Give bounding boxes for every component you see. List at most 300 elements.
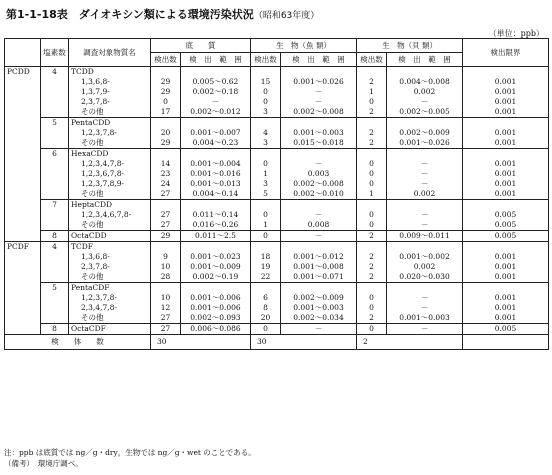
n-sub-cell [41, 77, 69, 87]
substance-cell: 1,2,3,7,8,9- [69, 179, 151, 189]
substance-cell: 1,2,3,6,7,8- [69, 169, 151, 179]
limit-cell: 0.001 [463, 252, 549, 262]
group-cell [5, 107, 41, 118]
header-fish-count: 検出数 [251, 53, 281, 67]
group-cell [5, 128, 41, 138]
substance-cell: 1,2,3,7,8- [69, 128, 151, 138]
limit-cell: 0.001 [463, 303, 549, 313]
group-cell [5, 231, 41, 242]
fish-count-cell: 18 [251, 252, 281, 262]
header-shellfish-range: 検 出 範 囲 [387, 53, 463, 67]
shellfish-count-cell: 2 [357, 252, 387, 262]
sediment-range-cell: 0.002～0.19 [181, 272, 251, 283]
limit-cell: 0.001 [463, 189, 549, 200]
table-row [5, 189, 549, 200]
shellfish-count-cell: 2 [357, 128, 387, 138]
sediment-count-cell [151, 67, 181, 78]
fish-count-cell: 0 [251, 97, 281, 107]
shellfish-count-cell [357, 200, 387, 211]
table-row [5, 293, 549, 303]
shellfish-range-cell: － [387, 159, 463, 169]
shellfish-range-cell: － [387, 169, 463, 179]
fish-range-cell: 0.001～0.071 [281, 272, 357, 283]
sediment-count-cell [151, 283, 181, 294]
shellfish-count-cell [357, 118, 387, 129]
table-row [5, 67, 549, 78]
header-fish-range: 検 出 範 囲 [281, 53, 357, 67]
group-cell [5, 118, 41, 129]
table-row [5, 97, 549, 107]
n-sub-cell: 4 [41, 242, 69, 253]
shellfish-range-cell: － [387, 293, 463, 303]
fish-range-cell: 0.002～0.010 [281, 189, 357, 200]
sediment-range-cell [181, 200, 251, 211]
limit-cell: 0.001 [463, 293, 549, 303]
group-cell [5, 313, 41, 324]
n-sub-cell [41, 189, 69, 200]
sediment-range-cell: 0.006～0.086 [181, 324, 251, 335]
substance-cell: 1,2,3,7,8- [69, 293, 151, 303]
sediment-count-cell: 10 [151, 262, 181, 272]
group-cell [5, 210, 41, 220]
shellfish-count-cell: 0 [357, 303, 387, 313]
fish-range-cell: 0.002～0.008 [281, 179, 357, 189]
shellfish-count-cell [357, 283, 387, 294]
limit-cell: 0.001 [463, 313, 549, 324]
substance-cell: その他 [69, 272, 151, 283]
group-cell [5, 252, 41, 262]
header-shellfish: 生 物（貝 類） [357, 39, 463, 53]
fish-range-cell: 0.002～0.008 [281, 107, 357, 118]
n-sub-cell [41, 159, 69, 169]
sediment-count-cell: 24 [151, 179, 181, 189]
sediment-count-cell [151, 149, 181, 160]
group-cell [5, 324, 41, 335]
n-sub-cell: 6 [41, 149, 69, 160]
sediment-count-cell: 10 [151, 293, 181, 303]
table-row [5, 324, 549, 335]
n-sub-cell [41, 107, 69, 118]
total-label: 検 体 数 [5, 335, 151, 350]
fish-range-cell [281, 200, 357, 211]
substance-cell: その他 [69, 138, 151, 149]
shellfish-range-cell: － [387, 324, 463, 335]
sediment-count-cell: 29 [151, 77, 181, 87]
fish-range-cell [281, 283, 357, 294]
substance-cell: PentaCDD [69, 118, 151, 129]
shellfish-range-cell: － [387, 210, 463, 220]
substance-cell: TCDF [69, 242, 151, 253]
shellfish-range-cell [387, 200, 463, 211]
n-sub-cell [41, 128, 69, 138]
group-cell [5, 77, 41, 87]
substance-cell: 1,3,6,8- [69, 77, 151, 87]
note-line-2: （備考） 環境庁調べ。 [4, 459, 83, 468]
table-row [5, 252, 549, 262]
n-sub-cell: 7 [41, 200, 69, 211]
group-cell [5, 149, 41, 160]
fish-range-cell: 0.015～0.018 [281, 138, 357, 149]
sediment-count-cell: 27 [151, 210, 181, 220]
limit-cell: 0.001 [463, 97, 549, 107]
fish-count-cell: 3 [251, 107, 281, 118]
table-row [5, 159, 549, 169]
header-group [5, 39, 41, 67]
sediment-count-cell: 14 [151, 159, 181, 169]
fish-count-cell: 0 [251, 87, 281, 97]
group-cell [5, 169, 41, 179]
substance-cell: その他 [69, 313, 151, 324]
shellfish-count-cell: 0 [357, 159, 387, 169]
shellfish-count-cell: 2 [357, 272, 387, 283]
fish-range-cell: 0.001～0.008 [281, 262, 357, 272]
group-cell [5, 138, 41, 149]
group-cell [5, 293, 41, 303]
fish-range-cell: 0.008 [281, 220, 357, 231]
limit-cell: 0.001 [463, 179, 549, 189]
n-sub-cell [41, 87, 69, 97]
sediment-range-cell [181, 149, 251, 160]
sediment-count-cell: 27 [151, 220, 181, 231]
shellfish-range-cell: － [387, 179, 463, 189]
fish-range-cell: 0.002～0.009 [281, 293, 357, 303]
limit-cell: 0.001 [463, 169, 549, 179]
table-row [5, 313, 549, 324]
sediment-range-cell: 0.001～0.004 [181, 159, 251, 169]
sediment-range-cell: 0.004～0.23 [181, 138, 251, 149]
shellfish-count-cell: 0 [357, 293, 387, 303]
group-cell [5, 159, 41, 169]
shellfish-range-cell: 0.004～0.008 [387, 77, 463, 87]
sediment-count-cell: 23 [151, 169, 181, 179]
limit-cell [463, 283, 549, 294]
substance-cell: OctaCDD [69, 231, 151, 242]
sediment-range-cell [181, 242, 251, 253]
fish-range-cell [281, 67, 357, 78]
fish-range-cell: 0.001～0.003 [281, 128, 357, 138]
shellfish-count-cell: 2 [357, 77, 387, 87]
shellfish-count-cell: 2 [357, 138, 387, 149]
sediment-range-cell: 0.001～0.016 [181, 169, 251, 179]
shellfish-count-cell: 0 [357, 179, 387, 189]
sediment-range-cell: 0.002～0.012 [181, 107, 251, 118]
sediment-range-cell [181, 118, 251, 129]
limit-cell [463, 242, 549, 253]
fish-range-cell [281, 118, 357, 129]
shellfish-count-cell: 1 [357, 87, 387, 97]
sediment-range-cell: 0.002～0.18 [181, 87, 251, 97]
sediment-count-cell [151, 200, 181, 211]
shellfish-range-cell: 0.001～0.026 [387, 138, 463, 149]
table-row [5, 118, 549, 129]
n-sub-cell: 8 [41, 231, 69, 242]
header-limit: 検出限界 [463, 39, 549, 67]
fish-count-cell: 0 [251, 159, 281, 169]
fish-count-cell: 0 [251, 231, 281, 242]
total-row [5, 335, 549, 350]
limit-cell: 0.005 [463, 220, 549, 231]
sediment-count-cell: 29 [151, 138, 181, 149]
shellfish-range-cell: 0.002 [387, 189, 463, 200]
table-row [5, 231, 549, 242]
table-row [5, 87, 549, 97]
substance-cell: 2,3,4,7,8- [69, 303, 151, 313]
table-row [5, 200, 549, 211]
shellfish-range-cell: 0.002 [387, 262, 463, 272]
dioxin-table [4, 38, 549, 350]
substance-cell: 1,3,7,9- [69, 87, 151, 97]
table-row [5, 179, 549, 189]
title-text: 第1-1-18表 ダイオキシン類による環境汚染状況 [6, 8, 254, 21]
shellfish-count-cell: 0 [357, 210, 387, 220]
group-cell [5, 283, 41, 294]
shellfish-range-cell: － [387, 220, 463, 231]
limit-cell: 0.001 [463, 107, 549, 118]
total-shellfish: 2 [357, 335, 463, 350]
sediment-range-cell: － [181, 97, 251, 107]
total-sediment: 30 [151, 335, 251, 350]
group-cell [5, 87, 41, 97]
sediment-count-cell: 29 [151, 231, 181, 242]
fish-count-cell [251, 67, 281, 78]
shellfish-range-cell [387, 149, 463, 160]
fish-count-cell [251, 283, 281, 294]
group-cell [5, 303, 41, 313]
fish-range-cell: 0.001～0.026 [281, 77, 357, 87]
shellfish-count-cell: 0 [357, 220, 387, 231]
fish-count-cell [251, 149, 281, 160]
limit-cell [463, 149, 549, 160]
shellfish-range-cell: 0.001～0.003 [387, 313, 463, 324]
substance-cell: OctaCDF [69, 324, 151, 335]
header-fish: 生 物（魚 類） [251, 39, 357, 53]
limit-cell: 0.005 [463, 324, 549, 335]
n-sub-cell [41, 220, 69, 231]
shellfish-range-cell [387, 242, 463, 253]
fish-range-cell: － [281, 87, 357, 97]
fish-count-cell: 22 [251, 272, 281, 283]
n-sub-cell [41, 272, 69, 283]
fish-count-cell: 20 [251, 313, 281, 324]
n-sub-cell [41, 262, 69, 272]
limit-cell: 0.001 [463, 262, 549, 272]
sediment-range-cell: 0.001～0.007 [181, 128, 251, 138]
header-sediment-count: 検出数 [151, 53, 181, 67]
n-sub-cell [41, 303, 69, 313]
limit-cell [463, 118, 549, 129]
fish-count-cell: 15 [251, 77, 281, 87]
header-sediment-range: 検 出 範 囲 [181, 53, 251, 67]
shellfish-count-cell: 2 [357, 107, 387, 118]
table-row [5, 107, 549, 118]
group-cell [5, 220, 41, 231]
substance-cell: PentaCDF [69, 283, 151, 294]
limit-cell: 0.001 [463, 159, 549, 169]
header-n-sub: 塩素数 [41, 39, 69, 67]
sediment-count-cell [151, 118, 181, 129]
note-line-1: 注：ppb は底質では ng／g・dry，生物では ng／g・wet のことである。 [4, 448, 256, 457]
shellfish-range-cell: 0.001～0.002 [387, 252, 463, 262]
table-body [5, 67, 549, 335]
n-sub-cell [41, 210, 69, 220]
sediment-count-cell [151, 242, 181, 253]
fish-count-cell [251, 200, 281, 211]
table-row [5, 283, 549, 294]
substance-cell: HexaCDD [69, 149, 151, 160]
fish-range-cell: － [281, 97, 357, 107]
limit-cell: 0.001 [463, 87, 549, 97]
shellfish-count-cell: 0 [357, 324, 387, 335]
fish-range-cell: 0.002～0.034 [281, 313, 357, 324]
group-cell: PCDF [5, 242, 41, 253]
fish-count-cell: 19 [251, 262, 281, 272]
shellfish-range-cell: 0.002 [387, 87, 463, 97]
limit-cell: 0.001 [463, 138, 549, 149]
n-sub-cell [41, 293, 69, 303]
sediment-range-cell: 0.016～0.26 [181, 220, 251, 231]
sediment-count-cell: 27 [151, 324, 181, 335]
sediment-count-cell: 9 [151, 252, 181, 262]
substance-cell: 2,3,7,8- [69, 97, 151, 107]
group-cell [5, 189, 41, 200]
table-row [5, 149, 549, 160]
shellfish-count-cell: 0 [357, 97, 387, 107]
shellfish-range-cell: 0.002～0.005 [387, 107, 463, 118]
sediment-range-cell: 0.001～0.006 [181, 303, 251, 313]
sediment-range-cell: 0.001～0.006 [181, 293, 251, 303]
fish-range-cell: 0.001～0.003 [281, 303, 357, 313]
sediment-count-cell: 12 [151, 303, 181, 313]
substance-cell: その他 [69, 220, 151, 231]
shellfish-range-cell [387, 283, 463, 294]
fish-count-cell: 0 [251, 324, 281, 335]
table-row [5, 138, 549, 149]
shellfish-count-cell: 1 [357, 189, 387, 200]
substance-cell: TCDD [69, 67, 151, 78]
unit-label: （単位：ppb） [488, 29, 544, 38]
fish-range-cell: 0.001～0.012 [281, 252, 357, 262]
table-row [5, 77, 549, 87]
shellfish-range-cell: － [387, 97, 463, 107]
n-sub-cell: 8 [41, 324, 69, 335]
header-substance: 調査対象物質名 [69, 39, 151, 67]
group-cell [5, 200, 41, 211]
n-sub-cell [41, 138, 69, 149]
fish-range-cell: － [281, 159, 357, 169]
sediment-range-cell [181, 67, 251, 78]
table-row [5, 303, 549, 313]
table-row [5, 262, 549, 272]
table-row [5, 128, 549, 138]
fish-range-cell [281, 242, 357, 253]
n-sub-cell: 5 [41, 118, 69, 129]
sediment-range-cell: 0.005～0.62 [181, 77, 251, 87]
group-cell: PCDD [5, 67, 41, 78]
limit-cell [463, 200, 549, 211]
shellfish-range-cell: 0.009～0.011 [387, 231, 463, 242]
table-row [5, 220, 549, 231]
limit-cell: 0.001 [463, 272, 549, 283]
sediment-range-cell: 0.004～0.14 [181, 189, 251, 200]
sediment-range-cell: 0.011～0.14 [181, 210, 251, 220]
shellfish-range-cell [387, 67, 463, 78]
fish-count-cell: 3 [251, 179, 281, 189]
limit-cell: 0.001 [463, 128, 549, 138]
header-shellfish-count: 検出数 [357, 53, 387, 67]
shellfish-count-cell: 2 [357, 313, 387, 324]
sediment-range-cell: 0.002～0.093 [181, 313, 251, 324]
n-sub-cell [41, 97, 69, 107]
n-sub-cell [41, 252, 69, 262]
group-cell [5, 179, 41, 189]
sediment-range-cell: 0.001～0.009 [181, 262, 251, 272]
sediment-range-cell: 0.001～0.023 [181, 252, 251, 262]
notes [4, 447, 256, 469]
shellfish-count-cell [357, 67, 387, 78]
shellfish-count-cell: 2 [357, 231, 387, 242]
fish-count-cell: 6 [251, 293, 281, 303]
limit-cell: 0.005 [463, 210, 549, 220]
sediment-count-cell: 27 [151, 313, 181, 324]
fish-count-cell [251, 118, 281, 129]
sediment-count-cell: 29 [151, 87, 181, 97]
sediment-count-cell: 28 [151, 272, 181, 283]
limit-cell: 0.001 [463, 77, 549, 87]
sediment-range-cell: 0.001～0.013 [181, 179, 251, 189]
group-cell [5, 262, 41, 272]
fish-range-cell [281, 149, 357, 160]
sediment-count-cell: 20 [151, 128, 181, 138]
fish-count-cell: 8 [251, 303, 281, 313]
shellfish-count-cell [357, 242, 387, 253]
table-row [5, 272, 549, 283]
header-sediment: 底 質 [151, 39, 251, 53]
substance-cell: 1,3,6,8- [69, 252, 151, 262]
sediment-count-cell: 0 [151, 97, 181, 107]
fish-count-cell: 5 [251, 189, 281, 200]
n-sub-cell [41, 169, 69, 179]
fish-count-cell: 3 [251, 138, 281, 149]
n-sub-cell: 4 [41, 67, 69, 78]
substance-cell: 2,3,7,8- [69, 262, 151, 272]
fish-range-cell: － [281, 210, 357, 220]
fish-count-cell: 1 [251, 220, 281, 231]
shellfish-range-cell: － [387, 303, 463, 313]
substance-cell: その他 [69, 189, 151, 200]
table-row [5, 169, 549, 179]
title-period: （昭和63年度） [253, 11, 320, 21]
fish-range-cell: － [281, 231, 357, 242]
substance-cell: その他 [69, 107, 151, 118]
total-fish: 30 [251, 335, 357, 350]
fish-range-cell: － [281, 324, 357, 335]
sediment-count-cell: 27 [151, 189, 181, 200]
fish-range-cell: 0.003 [281, 169, 357, 179]
fish-count-cell [251, 242, 281, 253]
fish-count-cell: 1 [251, 169, 281, 179]
group-cell [5, 97, 41, 107]
group-cell [5, 272, 41, 283]
shellfish-range-cell: 0.002～0.009 [387, 128, 463, 138]
n-sub-cell: 5 [41, 283, 69, 294]
substance-cell: 1,2,3,4,7,8- [69, 159, 151, 169]
limit-cell [463, 67, 549, 78]
total-limit [463, 335, 549, 350]
n-sub-cell [41, 313, 69, 324]
table-row [5, 210, 549, 220]
table-title [6, 6, 319, 22]
limit-cell: 0.005 [463, 231, 549, 242]
